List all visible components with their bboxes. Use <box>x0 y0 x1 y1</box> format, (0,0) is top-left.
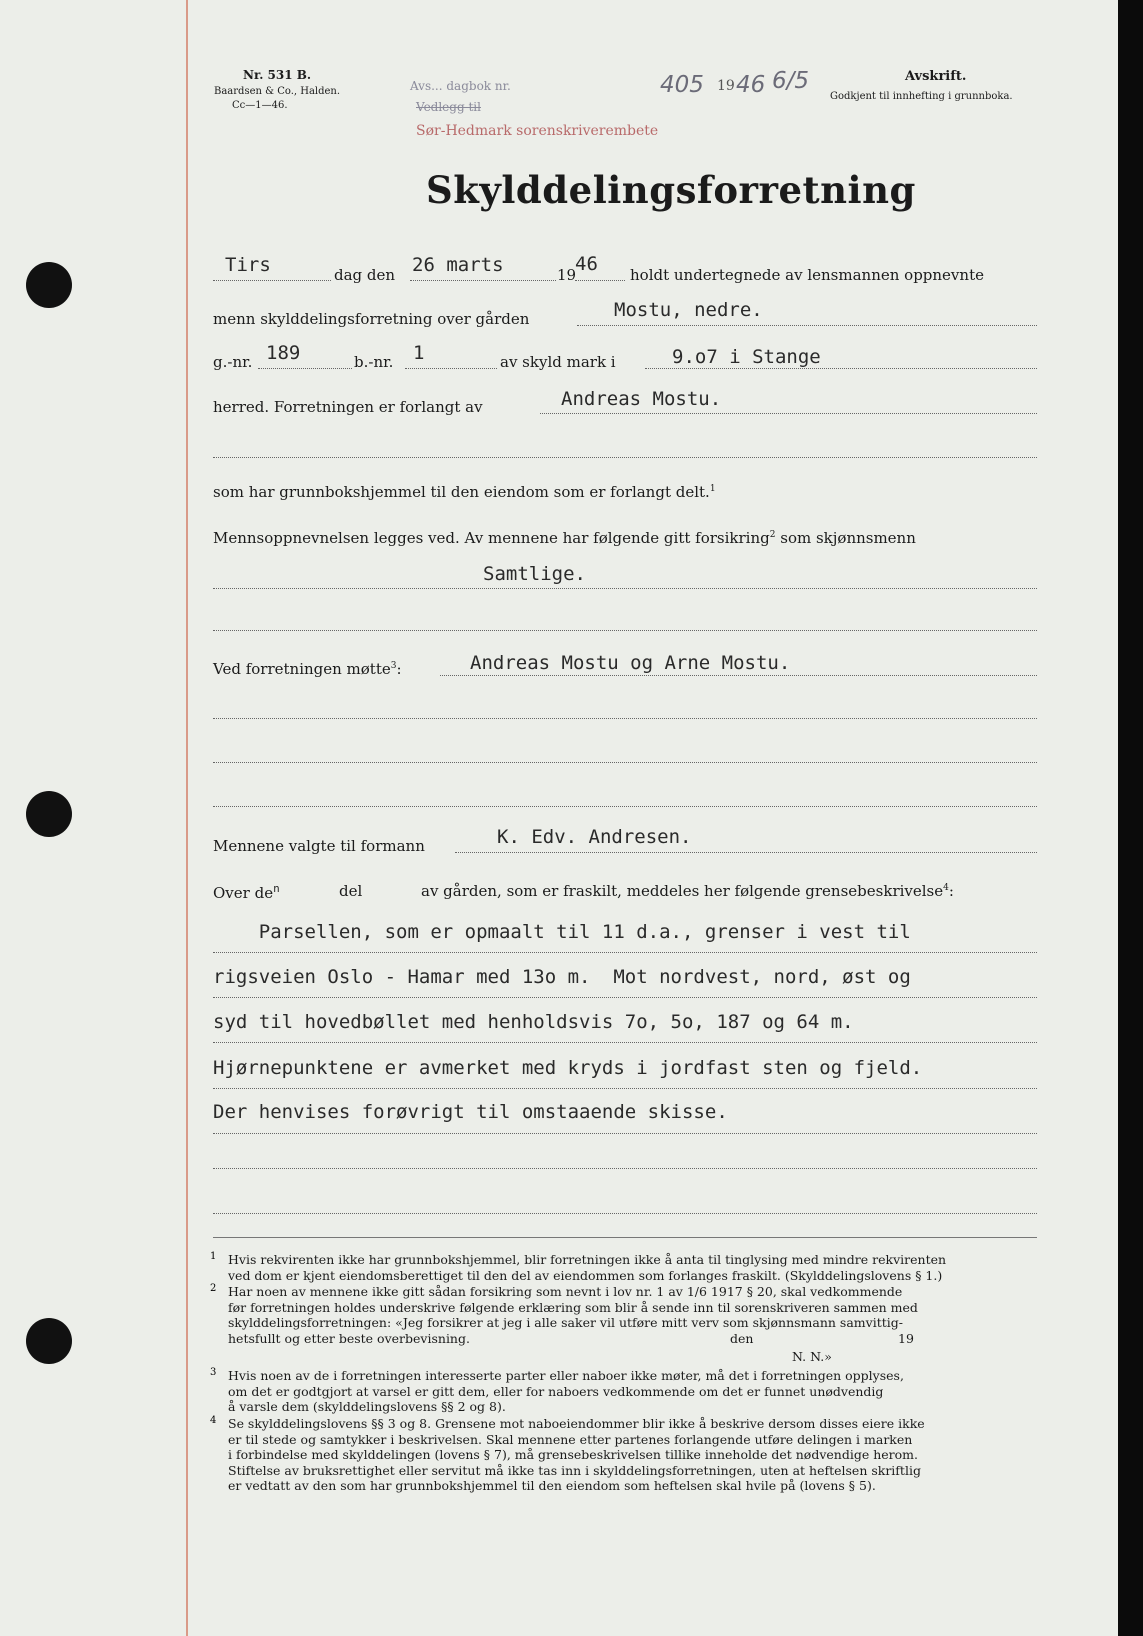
journal-number: 405 <box>660 72 704 98</box>
footnote-4-number: 4 <box>210 1415 217 1426</box>
footnote-2-den: den <box>730 1331 754 1346</box>
bnr-value: 1 <box>413 342 425 364</box>
boundary-line: Hjørnepunktene er avmerket med kryds i jordfast sten og fjeld. <box>213 1057 923 1079</box>
dag-den-label: dag den <box>334 266 396 284</box>
margin-line <box>186 0 188 1636</box>
hjemmel-text: som har grunnbokshjemmel til den eiendom som er forlangt delt.$^1$ <box>213 483 716 501</box>
date-value: 26 marts <box>412 254 504 276</box>
printer-name: Baardsen & Co., Halden. <box>214 86 341 97</box>
sworn-value: Samtlige. <box>483 563 586 585</box>
footnote-3-number: 3 <box>210 1367 217 1378</box>
over-label: Over $de^n$ <box>213 882 280 902</box>
footnote-1-number: 1 <box>210 1251 217 1262</box>
footnote-2: Har noen av mennene ikke gitt sådan forsikring som nevnt i lov nr. 1 av 1/6 1917 § 20, skal vedkommende før forretningen holdes underskrive følgende erklæring som blir å sende inn til sorenskriveren sammen med skylddelingsforretningen: «Jeg forsikrer at jeg i alle saker vil utføre mitt verv som skjønnsmann samvittig- hetsfullt og etter beste overbevisning. <box>228 1284 918 1346</box>
herred-label: herred. Forretningen er forlangt av <box>213 398 483 416</box>
skyld-label: av skyld mark i <box>500 353 616 371</box>
del-label: del <box>339 882 363 900</box>
grense-text: av gården, som er fraskilt, meddeles her følgende grensebeskrivelse$^4$: <box>421 882 954 900</box>
mote-label: Ved forretningen møtte$^3$: <box>213 660 402 678</box>
stamp-attachment-label: Vedlegg til <box>416 100 481 114</box>
punch-hole <box>26 791 72 837</box>
attendees-value: Andreas Mostu og Arne Mostu. <box>470 652 791 674</box>
bnr-label: b.-nr. <box>354 353 394 371</box>
footnote-4: Se skylddelingslovens §§ 3 og 8. Grensene mot naboeiendommer blir ikke å beskrive dersom disses eiere ikke er til stede og samtykker i beskrivelsen. Skal mennene etter partenes forlangende utføre delingen i marken i forbindelse med skylddelingen (lovens § 7), må grensebeskrivelsen tillike inneholde det nødvendige herom. Stiftelse av bruksrettighet eller servitut må ikke tas inn i skylddelingsforretningen, uten at heftelsen skriftlig er vedtatt av den som har grunnbokshjemmel til den eiendom som heftelsen skal hvile på (lovens § 5). <box>228 1416 925 1493</box>
footnote-divider <box>213 1237 1037 1238</box>
holdt-text: holdt undertegnede av lensmannen oppnevnte <box>630 266 984 284</box>
page-title: Skylddelingsforretning <box>426 168 916 212</box>
approval-note: Godkjent til innhefting i grunnboka. <box>830 91 1013 102</box>
farm-value: Mostu, nedre. <box>614 299 763 321</box>
requester-value: Andreas Mostu. <box>561 388 722 410</box>
punch-hole <box>26 262 72 308</box>
print-code: Cc—1—46. <box>232 100 288 111</box>
boundary-line: rigsveien Oslo - Hamar med 13o m. Mot nordvest, nord, øst og <box>213 966 911 988</box>
weekday-value: Tirs <box>225 254 271 276</box>
journal-year: 46 <box>736 72 766 98</box>
footnote-1: Hvis rekvirenten ikke har grunnbokshjemmel, blir forretningen ikke å anta til tinglysing med mindre rekvirenten ved dom er kjent eiendomsberettiget til den del av eiendommen som forlanges fraskilt. (Skylddelingslovens § 1.) <box>228 1252 947 1283</box>
boundary-line: Der henvises forøvrigt til omstaaende skisse. <box>213 1101 728 1123</box>
punch-hole <box>26 1318 72 1364</box>
year-value: 46 <box>575 253 598 275</box>
footnote-3: Hvis noen av de i forretningen interesserte parter eller naboer ikke møter, må det i forretningen opplyses, om det er godtgjort at varsel er gitt dem, eller for naboers vedkommende om det er funnet unødvendig å varsle dem (skylddelingslovens §§ 2 og 8). <box>228 1368 904 1414</box>
footnote-2-signature: N. N.» <box>792 1349 832 1364</box>
skyld-value: 9.o7 i Stange <box>672 346 821 368</box>
form-number: Nr. 531 B. <box>243 68 312 82</box>
gnr-label: g.-nr. <box>213 353 253 371</box>
formann-label: Mennene valgte til formann <box>213 837 425 855</box>
boundary-line: syd til hovedbøllet med henholdsvis 7o, 5o, 187 og 64 m. <box>213 1011 854 1033</box>
journal-year-prefix: 19 <box>717 78 735 94</box>
copy-label: Avskrift. <box>905 69 967 84</box>
formann-value: K. Edv. Andresen. <box>497 826 692 848</box>
menn-text: Mennsoppnevnelsen legges ved. Av mennene har følgende gitt forsikring$^2$ som skjønnsmenn <box>213 529 916 547</box>
year-prefix: 19 <box>557 266 577 284</box>
stamp-journal-label: Avs... dagbok nr. <box>410 79 511 93</box>
footnote-2-number: 2 <box>210 1283 217 1294</box>
stamp-office: Sør-Hedmark sorenskriverembete <box>416 123 659 139</box>
gnr-value: 189 <box>266 342 301 364</box>
farm-intro: menn skylddelingsforretning over gården <box>213 310 530 328</box>
footnote-2-year: 19 <box>898 1331 914 1346</box>
boundary-line: Parsellen, som er opmaalt til 11 d.a., grenser i vest til <box>213 921 911 943</box>
journal-date: 6/5 <box>772 68 810 94</box>
